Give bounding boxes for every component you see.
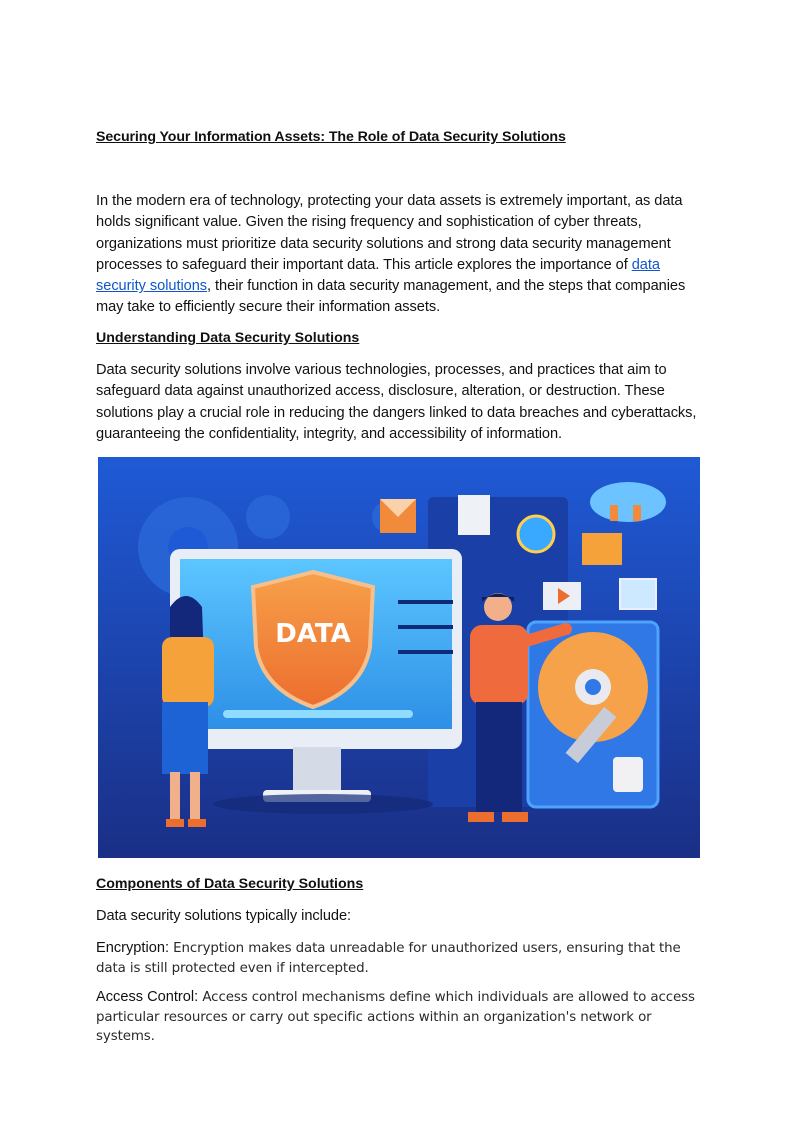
- intro-paragraph: [96, 191, 698, 319]
- component-term: Access Control:: [96, 989, 199, 1005]
- data-security-solutions-link[interactable]: data security solutions: [96, 256, 660, 295]
- components-heading: Components of Data Security Solutions: [96, 876, 364, 892]
- document-icon: [458, 495, 490, 535]
- cloud-icon: [590, 482, 666, 522]
- component-item-access-control: [96, 988, 701, 1047]
- illustration-svg: [98, 457, 700, 858]
- component-description: Encryption makes data unreadable for unauthorized users, ensuring that the data is still protected even if intercepted.: [96, 941, 681, 976]
- understanding-paragraph: Data security solutions involve various technologies, processes, and practices that aim to safeguard data against unauthorized access, disclosure, alteration, or destruction. These solutions play a crucial role in reducing the dangers linked to data breaches and cyberattacks, guaranteeing the confidentiality, integrity, and accessibility of information.: [96, 362, 697, 442]
- folder-icon: [582, 533, 622, 565]
- component-item-encryption: [96, 939, 701, 978]
- understanding-heading: Understanding Data Security Solutions: [96, 330, 360, 346]
- data-security-illustration: [98, 457, 700, 858]
- component-description: Access control mechanisms define which individuals are allowed to access particular resources or carry out specific actions within an organization's network or systems.: [96, 990, 695, 1044]
- shield-label: DATA: [275, 619, 351, 649]
- components-lead: Data security solutions typically include:: [96, 908, 352, 924]
- intro-text-start: In the modern era of technology, protecting your data assets is extremely important, as data holds significant value. Given the rising frequency and sophistication of cyber threats, organizations must prioritize data security solutions and strong data security management processes to safeguard their important data. This article explores the importance of: [96, 193, 683, 273]
- music-icon: [518, 516, 554, 552]
- image-icon: [620, 579, 656, 609]
- page-title: Securing Your Information Assets: The Role of Data Security Solutions: [96, 129, 566, 145]
- component-term: Encryption:: [96, 940, 170, 956]
- intro-text-end: , their function in data security management, and the steps that companies may take to efficiently secure their information assets.: [96, 278, 686, 316]
